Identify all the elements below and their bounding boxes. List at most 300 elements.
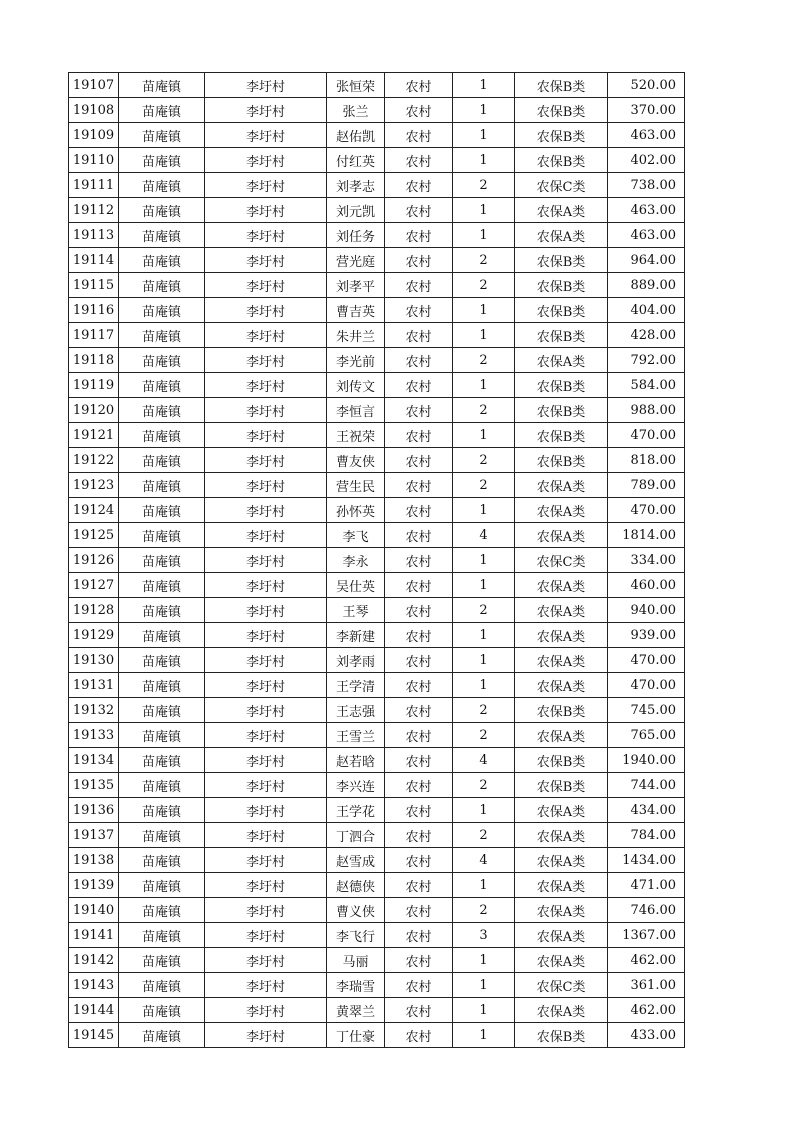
name-cell: 李永 [327, 548, 385, 573]
count-cell: 2 [453, 723, 515, 748]
village-cell: 李圩村 [205, 173, 327, 198]
name-cell: 王琴 [327, 598, 385, 623]
village-cell: 李圩村 [205, 873, 327, 898]
town-cell: 苗庵镇 [119, 98, 205, 123]
town-cell: 苗庵镇 [119, 73, 205, 98]
id-cell: 19138 [69, 848, 119, 873]
area-cell: 农村 [385, 998, 453, 1023]
category-cell: 农保B类 [515, 773, 608, 798]
name-cell: 丁仕豪 [327, 1023, 385, 1048]
category-cell: 农保A类 [515, 223, 608, 248]
amount-cell: 889.00 [608, 273, 685, 298]
area-cell: 农村 [385, 698, 453, 723]
town-cell: 苗庵镇 [119, 223, 205, 248]
count-cell: 4 [453, 523, 515, 548]
area-cell: 农村 [385, 898, 453, 923]
table-row [69, 973, 685, 998]
category-cell: 农保B类 [515, 73, 608, 98]
category-cell: 农保A类 [515, 723, 608, 748]
id-cell: 19127 [69, 573, 119, 598]
count-cell: 3 [453, 923, 515, 948]
count-cell: 2 [453, 698, 515, 723]
count-cell: 2 [453, 473, 515, 498]
category-cell: 农保A类 [515, 823, 608, 848]
amount-cell: 939.00 [608, 623, 685, 648]
town-cell: 苗庵镇 [119, 873, 205, 898]
count-cell: 1 [453, 323, 515, 348]
category-cell: 农保A类 [515, 348, 608, 373]
table-row [69, 148, 685, 173]
count-cell: 1 [453, 298, 515, 323]
village-cell: 李圩村 [205, 223, 327, 248]
town-cell: 苗庵镇 [119, 198, 205, 223]
village-cell: 李圩村 [205, 523, 327, 548]
table-row [69, 498, 685, 523]
town-cell: 苗庵镇 [119, 348, 205, 373]
table-row [69, 798, 685, 823]
id-cell: 19115 [69, 273, 119, 298]
id-cell: 19128 [69, 598, 119, 623]
town-cell: 苗庵镇 [119, 323, 205, 348]
table-row [69, 598, 685, 623]
table-row [69, 1023, 685, 1048]
id-cell: 19111 [69, 173, 119, 198]
table-row [69, 123, 685, 148]
id-cell: 19116 [69, 298, 119, 323]
table-row [69, 873, 685, 898]
table-row [69, 998, 685, 1023]
count-cell: 2 [453, 248, 515, 273]
amount-cell: 765.00 [608, 723, 685, 748]
id-cell: 19135 [69, 773, 119, 798]
category-cell: 农保B类 [515, 148, 608, 173]
area-cell: 农村 [385, 723, 453, 748]
area-cell: 农村 [385, 123, 453, 148]
town-cell: 苗庵镇 [119, 923, 205, 948]
amount-cell: 792.00 [608, 348, 685, 373]
roster-table [68, 72, 685, 1048]
id-cell: 19122 [69, 448, 119, 473]
table-row [69, 648, 685, 673]
village-cell: 李圩村 [205, 248, 327, 273]
table-row [69, 573, 685, 598]
town-cell: 苗庵镇 [119, 798, 205, 823]
town-cell: 苗庵镇 [119, 848, 205, 873]
name-cell: 王学花 [327, 798, 385, 823]
id-cell: 19109 [69, 123, 119, 148]
name-cell: 王雪兰 [327, 723, 385, 748]
id-cell: 19136 [69, 798, 119, 823]
amount-cell: 746.00 [608, 898, 685, 923]
table-row [69, 273, 685, 298]
area-cell: 农村 [385, 648, 453, 673]
count-cell: 1 [453, 98, 515, 123]
table-row [69, 473, 685, 498]
table-row [69, 623, 685, 648]
town-cell: 苗庵镇 [119, 473, 205, 498]
table-row [69, 348, 685, 373]
id-cell: 19124 [69, 498, 119, 523]
village-cell: 李圩村 [205, 748, 327, 773]
count-cell: 1 [453, 798, 515, 823]
count-cell: 1 [453, 373, 515, 398]
table-row [69, 748, 685, 773]
count-cell: 1 [453, 948, 515, 973]
count-cell: 2 [453, 773, 515, 798]
amount-cell: 460.00 [608, 573, 685, 598]
count-cell: 1 [453, 73, 515, 98]
town-cell: 苗庵镇 [119, 573, 205, 598]
amount-cell: 470.00 [608, 648, 685, 673]
id-cell: 19130 [69, 648, 119, 673]
category-cell: 农保B类 [515, 373, 608, 398]
category-cell: 农保A类 [515, 523, 608, 548]
town-cell: 苗庵镇 [119, 673, 205, 698]
category-cell: 农保B类 [515, 273, 608, 298]
area-cell: 农村 [385, 798, 453, 823]
category-cell: 农保A类 [515, 948, 608, 973]
count-cell: 1 [453, 423, 515, 448]
id-cell: 19139 [69, 873, 119, 898]
town-cell: 苗庵镇 [119, 548, 205, 573]
name-cell: 曹义侠 [327, 898, 385, 923]
count-cell: 1 [453, 648, 515, 673]
id-cell: 19113 [69, 223, 119, 248]
name-cell: 赵佑凯 [327, 123, 385, 148]
area-cell: 农村 [385, 248, 453, 273]
count-cell: 2 [453, 598, 515, 623]
town-cell: 苗庵镇 [119, 973, 205, 998]
count-cell: 2 [453, 823, 515, 848]
id-cell: 19123 [69, 473, 119, 498]
name-cell: 张恒荣 [327, 73, 385, 98]
name-cell: 李恒言 [327, 398, 385, 423]
village-cell: 李圩村 [205, 598, 327, 623]
id-cell: 19119 [69, 373, 119, 398]
table-row [69, 323, 685, 348]
table-row [69, 848, 685, 873]
count-cell: 2 [453, 173, 515, 198]
category-cell: 农保B类 [515, 1023, 608, 1048]
area-cell: 农村 [385, 198, 453, 223]
area-cell: 农村 [385, 148, 453, 173]
count-cell: 1 [453, 998, 515, 1023]
amount-cell: 988.00 [608, 398, 685, 423]
area-cell: 农村 [385, 398, 453, 423]
village-cell: 李圩村 [205, 723, 327, 748]
id-cell: 19110 [69, 148, 119, 173]
id-cell: 19108 [69, 98, 119, 123]
name-cell: 刘元凯 [327, 198, 385, 223]
count-cell: 1 [453, 148, 515, 173]
area-cell: 农村 [385, 523, 453, 548]
name-cell: 张兰 [327, 98, 385, 123]
count-cell: 1 [453, 673, 515, 698]
amount-cell: 784.00 [608, 823, 685, 848]
amount-cell: 789.00 [608, 473, 685, 498]
area-cell: 农村 [385, 573, 453, 598]
count-cell: 4 [453, 748, 515, 773]
table-row [69, 248, 685, 273]
table-row [69, 823, 685, 848]
amount-cell: 428.00 [608, 323, 685, 348]
area-cell: 农村 [385, 323, 453, 348]
town-cell: 苗庵镇 [119, 598, 205, 623]
name-cell: 丁泗合 [327, 823, 385, 848]
amount-cell: 370.00 [608, 98, 685, 123]
town-cell: 苗庵镇 [119, 748, 205, 773]
category-cell: 农保A类 [515, 498, 608, 523]
area-cell: 农村 [385, 823, 453, 848]
village-cell: 李圩村 [205, 423, 327, 448]
table-row [69, 523, 685, 548]
count-cell: 1 [453, 498, 515, 523]
category-cell: 农保B类 [515, 98, 608, 123]
village-cell: 李圩村 [205, 373, 327, 398]
village-cell: 李圩村 [205, 448, 327, 473]
category-cell: 农保A类 [515, 848, 608, 873]
category-cell: 农保A类 [515, 623, 608, 648]
count-cell: 1 [453, 223, 515, 248]
area-cell: 农村 [385, 173, 453, 198]
village-cell: 李圩村 [205, 473, 327, 498]
area-cell: 农村 [385, 98, 453, 123]
town-cell: 苗庵镇 [119, 273, 205, 298]
name-cell: 孙怀英 [327, 498, 385, 523]
table-row [69, 448, 685, 473]
count-cell: 1 [453, 548, 515, 573]
name-cell: 曹友侠 [327, 448, 385, 473]
area-cell: 农村 [385, 598, 453, 623]
amount-cell: 584.00 [608, 373, 685, 398]
table-row [69, 373, 685, 398]
village-cell: 李圩村 [205, 73, 327, 98]
id-cell: 19126 [69, 548, 119, 573]
name-cell: 刘任务 [327, 223, 385, 248]
village-cell: 李圩村 [205, 498, 327, 523]
id-cell: 19137 [69, 823, 119, 848]
area-cell: 农村 [385, 498, 453, 523]
amount-cell: 334.00 [608, 548, 685, 573]
count-cell: 1 [453, 573, 515, 598]
town-cell: 苗庵镇 [119, 373, 205, 398]
amount-cell: 744.00 [608, 773, 685, 798]
village-cell: 李圩村 [205, 898, 327, 923]
id-cell: 19141 [69, 923, 119, 948]
town-cell: 苗庵镇 [119, 173, 205, 198]
amount-cell: 471.00 [608, 873, 685, 898]
area-cell: 农村 [385, 223, 453, 248]
village-cell: 李圩村 [205, 923, 327, 948]
area-cell: 农村 [385, 773, 453, 798]
amount-cell: 404.00 [608, 298, 685, 323]
category-cell: 农保A类 [515, 598, 608, 623]
amount-cell: 745.00 [608, 698, 685, 723]
town-cell: 苗庵镇 [119, 523, 205, 548]
area-cell: 农村 [385, 673, 453, 698]
amount-cell: 940.00 [608, 598, 685, 623]
amount-cell: 520.00 [608, 73, 685, 98]
count-cell: 4 [453, 848, 515, 873]
village-cell: 李圩村 [205, 773, 327, 798]
count-cell: 1 [453, 873, 515, 898]
area-cell: 农村 [385, 848, 453, 873]
amount-cell: 463.00 [608, 198, 685, 223]
village-cell: 李圩村 [205, 123, 327, 148]
amount-cell: 463.00 [608, 223, 685, 248]
count-cell: 1 [453, 123, 515, 148]
village-cell: 李圩村 [205, 623, 327, 648]
table-row [69, 548, 685, 573]
table-row [69, 198, 685, 223]
village-cell: 李圩村 [205, 823, 327, 848]
area-cell: 农村 [385, 973, 453, 998]
village-cell: 李圩村 [205, 398, 327, 423]
category-cell: 农保B类 [515, 398, 608, 423]
name-cell: 李新建 [327, 623, 385, 648]
village-cell: 李圩村 [205, 973, 327, 998]
town-cell: 苗庵镇 [119, 1023, 205, 1048]
amount-cell: 402.00 [608, 148, 685, 173]
id-cell: 19129 [69, 623, 119, 648]
category-cell: 农保A类 [515, 798, 608, 823]
id-cell: 19132 [69, 698, 119, 723]
category-cell: 农保C类 [515, 548, 608, 573]
id-cell: 19121 [69, 423, 119, 448]
amount-cell: 462.00 [608, 948, 685, 973]
area-cell: 农村 [385, 923, 453, 948]
table-row [69, 98, 685, 123]
area-cell: 农村 [385, 873, 453, 898]
category-cell: 农保C类 [515, 973, 608, 998]
town-cell: 苗庵镇 [119, 698, 205, 723]
town-cell: 苗庵镇 [119, 298, 205, 323]
area-cell: 农村 [385, 948, 453, 973]
category-cell: 农保C类 [515, 173, 608, 198]
id-cell: 19131 [69, 673, 119, 698]
area-cell: 农村 [385, 73, 453, 98]
name-cell: 刘孝雨 [327, 648, 385, 673]
category-cell: 农保A类 [515, 923, 608, 948]
table-row [69, 73, 685, 98]
category-cell: 农保A类 [515, 898, 608, 923]
village-cell: 李圩村 [205, 798, 327, 823]
table-row [69, 773, 685, 798]
category-cell: 农保B类 [515, 298, 608, 323]
name-cell: 李瑞雪 [327, 973, 385, 998]
id-cell: 19112 [69, 198, 119, 223]
table-row [69, 398, 685, 423]
id-cell: 19125 [69, 523, 119, 548]
name-cell: 赵德侠 [327, 873, 385, 898]
name-cell: 吴仕英 [327, 573, 385, 598]
category-cell: 农保A类 [515, 673, 608, 698]
name-cell: 马丽 [327, 948, 385, 973]
count-cell: 2 [453, 898, 515, 923]
category-cell: 农保A类 [515, 873, 608, 898]
count-cell: 1 [453, 973, 515, 998]
table-row [69, 898, 685, 923]
table-row [69, 673, 685, 698]
id-cell: 19118 [69, 348, 119, 373]
village-cell: 李圩村 [205, 698, 327, 723]
count-cell: 1 [453, 623, 515, 648]
area-cell: 农村 [385, 348, 453, 373]
name-cell: 刘孝志 [327, 173, 385, 198]
amount-cell: 964.00 [608, 248, 685, 273]
table-row [69, 923, 685, 948]
count-cell: 2 [453, 398, 515, 423]
amount-cell: 1434.00 [608, 848, 685, 873]
id-cell: 19133 [69, 723, 119, 748]
id-cell: 19117 [69, 323, 119, 348]
town-cell: 苗庵镇 [119, 423, 205, 448]
table-row [69, 948, 685, 973]
village-cell: 李圩村 [205, 573, 327, 598]
amount-cell: 470.00 [608, 673, 685, 698]
count-cell: 2 [453, 348, 515, 373]
category-cell: 农保A类 [515, 473, 608, 498]
amount-cell: 1940.00 [608, 748, 685, 773]
id-cell: 19114 [69, 248, 119, 273]
name-cell: 刘孝平 [327, 273, 385, 298]
amount-cell: 470.00 [608, 498, 685, 523]
name-cell: 王祝荣 [327, 423, 385, 448]
town-cell: 苗庵镇 [119, 723, 205, 748]
amount-cell: 433.00 [608, 1023, 685, 1048]
category-cell: 农保A类 [515, 573, 608, 598]
name-cell: 李飞 [327, 523, 385, 548]
category-cell: 农保B类 [515, 123, 608, 148]
amount-cell: 738.00 [608, 173, 685, 198]
count-cell: 1 [453, 1023, 515, 1048]
area-cell: 农村 [385, 298, 453, 323]
town-cell: 苗庵镇 [119, 948, 205, 973]
id-cell: 19140 [69, 898, 119, 923]
village-cell: 李圩村 [205, 948, 327, 973]
amount-cell: 470.00 [608, 423, 685, 448]
category-cell: 农保B类 [515, 323, 608, 348]
amount-cell: 463.00 [608, 123, 685, 148]
table-row [69, 698, 685, 723]
count-cell: 2 [453, 448, 515, 473]
town-cell: 苗庵镇 [119, 648, 205, 673]
village-cell: 李圩村 [205, 648, 327, 673]
table-row [69, 723, 685, 748]
area-cell: 农村 [385, 623, 453, 648]
name-cell: 黄翠兰 [327, 998, 385, 1023]
category-cell: 农保A类 [515, 198, 608, 223]
name-cell: 赵雪成 [327, 848, 385, 873]
count-cell: 1 [453, 198, 515, 223]
name-cell: 刘传文 [327, 373, 385, 398]
count-cell: 2 [453, 273, 515, 298]
name-cell: 曹吉英 [327, 298, 385, 323]
name-cell: 李飞行 [327, 923, 385, 948]
town-cell: 苗庵镇 [119, 248, 205, 273]
area-cell: 农村 [385, 448, 453, 473]
name-cell: 营光庭 [327, 248, 385, 273]
category-cell: 农保A类 [515, 998, 608, 1023]
village-cell: 李圩村 [205, 323, 327, 348]
amount-cell: 1367.00 [608, 923, 685, 948]
amount-cell: 818.00 [608, 448, 685, 473]
name-cell: 李兴连 [327, 773, 385, 798]
id-cell: 19144 [69, 998, 119, 1023]
area-cell: 农村 [385, 423, 453, 448]
id-cell: 19120 [69, 398, 119, 423]
town-cell: 苗庵镇 [119, 898, 205, 923]
